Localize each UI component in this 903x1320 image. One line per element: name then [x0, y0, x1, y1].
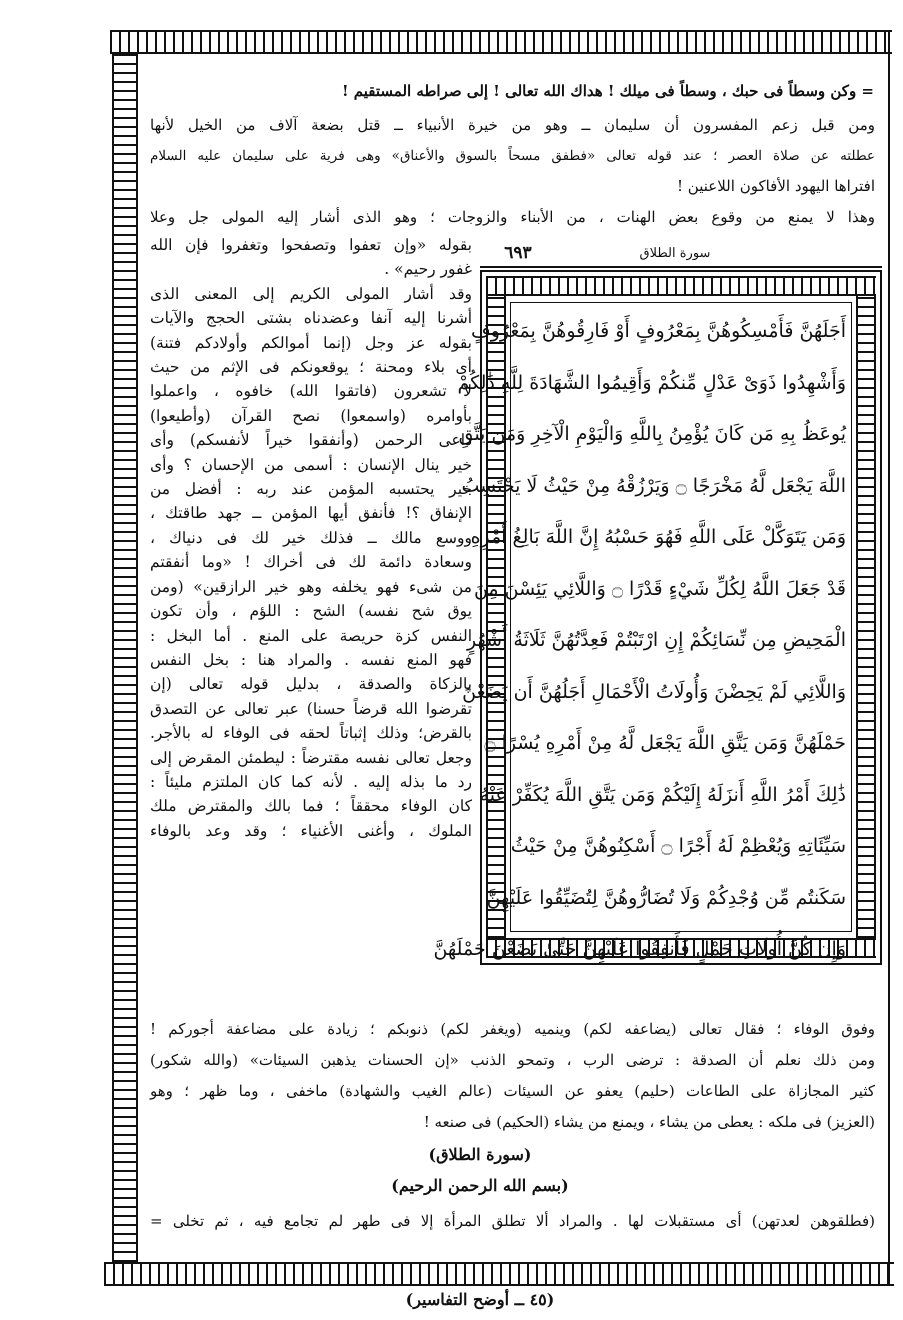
top-line: عطلته عن صلاة العصر ؛ عند قوله تعالى «فطفق مسحاً بالسوق والأعناق» وهى فرية على سليمان عليه السلام	[150, 148, 875, 164]
commentary-line: بالزكاة والصدقة ، بدليل قوله تعالى (إن	[150, 675, 472, 694]
commentary-line: بقوله «وإن تعفوا وتصفحوا وتغفروا فإن الله	[150, 236, 472, 254]
commentary-line: أشرنا إليه آنفا وعضدناه بشتى الحجج والآيات	[150, 309, 472, 328]
commentary-line: فهو المنع نفسه . والمراد هنا : بخل النفس	[150, 650, 472, 669]
verse-line: اللَّهَ يَجْعَل لَّهُ مَخْرَجًا ۝ وَيَرْزُقْهُ مِنْ حَيْثُ لَا يَحْتَسِبُ	[461, 474, 846, 497]
verse-line: وَاللَّائِي لَمْ يَحِضْنَ وَأُولَاتُ الْأَحْمَالِ أَجَلُهُنَّ أَن يَضَعْنَ	[462, 680, 846, 703]
commentary-line: الملوك ، وأغنى الأغنياء ؛ وقد وعد بالوفاء	[150, 821, 472, 840]
commentary-line: خير ينال الإنسان : أسمى من الإحسان ؟ وأى	[150, 455, 472, 474]
commentary-line: وقد أشار المولى الكريم إلى المعنى الذى	[150, 284, 472, 303]
bottom-ornamental-border	[104, 1262, 894, 1286]
surah-heading: (سورة الطلاق)	[428, 1145, 532, 1164]
verse-line: حَمْلَهُنَّ وَمَن يَتَّقِ اللَّهَ يَجْعَل لَّهُ مِنْ أَمْرِهِ يُسْرًا ۝	[484, 732, 846, 754]
left-ornamental-border	[112, 54, 138, 1262]
verse-line: الْمَحِيضِ مِن نِّسَائِكُمْ إِنِ ارْتَبْتُمْ فَعِدَّتُهُنَّ ثَلَاثَةُ أَشْهُرٍ	[466, 629, 846, 651]
commentary-line: رد ما بذله إليه . لأنه كما كان الملتزم مليئاً :	[150, 772, 472, 791]
verse-line: قَدْ جَعَلَ اللَّهُ لِكُلِّ شَيْءٍ قَدْرًا ۝ وَاللَّائِي يَئِسْنَ مِنَ	[473, 577, 846, 600]
top-line: = وكن وسطاً فى حبك ، وسطاً فى ميلك ! هداك الله تعالى ! إلى صراطه المستقيم !	[341, 82, 874, 100]
top-line: وهذا لا يمنع من وقوع بعض الهنات ، من الأبناء والزوجات ؛ وهو الذى أشار إليه المولى جل وعلا	[150, 208, 875, 226]
verse-line: وَإِن كُنَّ أُولَاتِ حَمْلٍ فَأَنفِقُوا عَلَيْهِنَّ حَتَّىٰ يَضَعْنَ حَمْلَهُنَّ	[433, 938, 846, 960]
commentary-line: وسعادة دائمة لك فى أخراك ! «وما أنفقتم	[150, 553, 472, 572]
commentary-line: من شىء فهو يخلفه وهو خير الرازقين» (ومن	[150, 577, 472, 596]
top-line: ومن قبل زعم المفسرون أن سليمان ــ وهو من خيرة الأنبياء ــ قتل بضعة آلاف من الخيل لأنها	[150, 116, 875, 134]
commentary-line: غفور رحيم» .	[384, 260, 472, 279]
commentary-line: بقوله عز وجل (إنما أموالكم وأولادكم فتنة)	[150, 333, 472, 352]
commentary-line: بأوامره (واسمعوا) نصح القرآن (وأطيعوا)	[150, 406, 472, 425]
commentary-line: كان الوفاء محققاً ؛ فما بالك والمقترض ملك	[150, 797, 472, 816]
commentary-line: يوق شح نفسه) الشح : اللؤم ، وأن تكون	[150, 602, 472, 621]
right-border-line	[888, 30, 890, 1286]
bottom-line: كثير المجازاة على الطاعات (حليم) يعفو عن السيئات (عالم الغيب والشهادة) ماخفى ، وما ظهر ؛ وهو	[150, 1082, 875, 1100]
commentary-line: وجعل تعالى نفسه مقترضاً : ليطمئن المقرض إلى	[150, 748, 472, 767]
commentary-line: داعى الرحمن (وأنفقوا خيراً لأنفسكم) وأى	[150, 431, 472, 450]
commentary-line: الإنفاق ؟! فأنفق أيها المؤمن ــ جهد طاقتك ،	[150, 504, 472, 523]
commentary-line: خير يحتسبه المؤمن عند ربه : أفضل من	[150, 480, 472, 499]
verse-line: يُوعَظُ بِهِ مَن كَانَ يُؤْمِنُ بِاللَّهِ وَالْيَوْمِ الْآخِرِ وَمَن يَتَّقِ	[458, 423, 846, 445]
commentary-line: لا تشعرون (فاتقوا الله) خافوه ، واعملوا	[150, 382, 472, 401]
mushaf-header-rule	[480, 266, 882, 268]
top-line: افتراها اليهود الأفاكون اللاعنين !	[677, 177, 875, 195]
mushaf-top-ornament	[486, 276, 876, 296]
commentary-line: تقرضوا الله قرضاً حسنا) عبر تعالى عن التصدق	[150, 699, 472, 718]
bottom-line: وفوق الوفاء ؛ فقال تعالى (يضاعفه لكم) وينميه (ويغفر لكم) ذنوبكم ؛ زيادة على مضاعفة أجوركم !	[150, 1020, 875, 1038]
verse-line: سَيِّئَاتِهِ وَيُعْظِمْ لَهُ أَجْرًا ۝ أَسْكِنُوهُنَّ مِنْ حَيْثُ	[510, 835, 846, 857]
page-footer: (٤٥ ــ أوضح التفاسير)	[405, 1290, 555, 1309]
mushaf-right-ornament	[856, 296, 876, 938]
commentary-line: بالقرض؛ وذلك إثباتاً لحقه فى الوفاء له بالأجر.	[150, 724, 472, 743]
mushaf-header-title: سورة الطلاق	[639, 246, 711, 261]
commentary-line: النفس كزة حريصة على المنع . أما البخل :	[150, 626, 472, 645]
verse-line: أَجَلَهُنَّ فَأَمْسِكُوهُنَّ بِمَعْرُوفٍ أَوْ فَارِقُوهُنَّ بِمَعْرُوفٍ	[471, 320, 846, 342]
mushaf-page-number: ٦٩٣	[504, 243, 532, 263]
verse-line: ذَٰلِكَ أَمْرُ اللَّهِ أَنزَلَهُ إِلَيْكُمْ وَمَن يَتَّقِ اللَّهَ يُكَفِّرْ عَنْهُ	[479, 783, 846, 806]
bottom-line: ومن ذلك نعلم أن الصدقة : ترضى الرب ، وتمحو الذنب «إن الحسنات يذهبن السيئات» (والله شكور)	[150, 1051, 875, 1069]
verse-line: سَكَنتُم مِّن وُجْدِكُمْ وَلَا تُضَارُّوهُنَّ لِتُضَيِّقُوا عَلَيْهِنَّ	[486, 886, 846, 909]
last-line: (فطلقوهن لعدتهن) أى مستقبلات لها . والمراد ألا تطلق المرأة إلا فى طهر لم تجامع فيه ، ثم تخلى =	[150, 1212, 875, 1230]
top-ornamental-border	[110, 30, 892, 54]
basmala: (بسم الله الرحمن الرحيم)	[391, 1176, 569, 1195]
verse-line: وَأَشْهِدُوا ذَوَىْ عَدْلٍ مِّنكُمْ وَأَقِيمُوا الشَّهَادَةَ لِلَّهِ ذَٰلِكُمْ	[457, 371, 846, 394]
bottom-line: (العزيز) فى ملكه : يعطى من يشاء ، ويمنع من يشاء (الحكيم) فى صنعه !	[423, 1113, 875, 1131]
commentary-line: أى بلاء ومحنة ؛ يوقعونكم فى الإثم من حيث	[150, 358, 472, 377]
commentary-line: ووسع مالك ــ فذلك خير لك فى دنياك ،	[150, 528, 472, 547]
verse-line: وَمَن يَتَوَكَّلْ عَلَى اللَّهِ فَهُوَ حَسْبُهُ إِنَّ اللَّهَ بَالِغُ أَمْرِهِ	[470, 526, 846, 548]
commentary-column	[150, 233, 472, 843]
mushaf-verses	[433, 306, 846, 976]
